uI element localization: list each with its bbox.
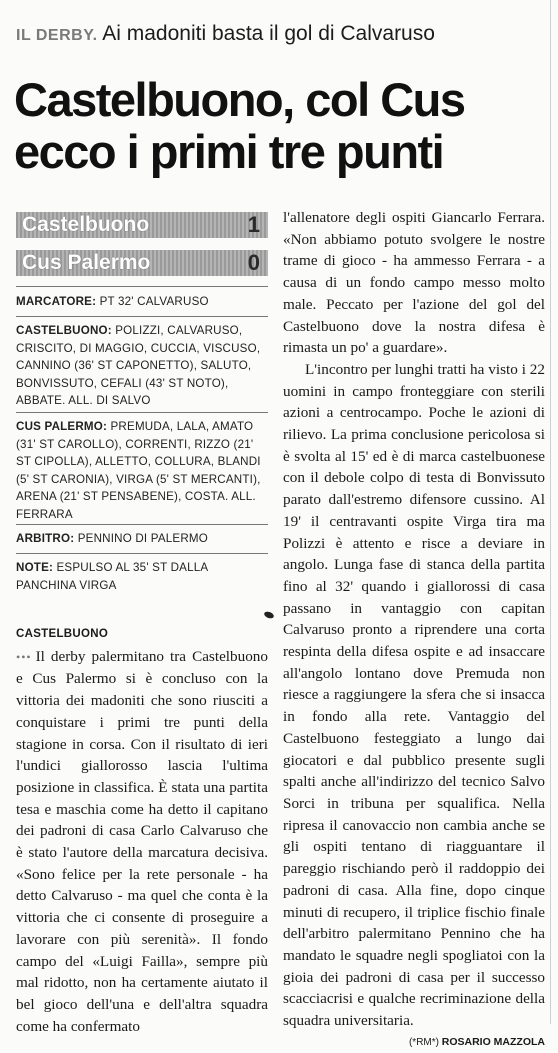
cus-lineup	[16, 418, 268, 524]
article-paragraph-2: L'incontro per lunghi tratti ha visto i 22 uomini in campo fronteggiare con sterili azioni a centrocampo. Poche le azioni di rilievo. La prima conclusione pericolosa si è svolta al 15' ed è di marca castelbuonese con il debole colpo di testa di Bonvissuto parato dall'estremo difensore cussino. Al 19' il centravanti ospite Virga tira ma Polizzi è attento e risce a deviare in angolo. Lunga fase di stanca della partita fino al 32' quando i giallorossi di casa passano in vantaggio con capitan Calvaruso pronto a riprendere una corta respinta della difesa ospite e ad insaccare all'angolo lontano dove Premuda non riesce a raggiungere la sfera che si insacca in fondo alla rete. Vantaggio del Castelbuono festeggiato a lungo dai giocatori e dal pubblico presente sugli spalti anche all'indirizzo del tecnico Salvo Sorci in tribuna per squalifica. Nella ripresa il canovaccio non cambia anche se gli ospiti tentano di riagguantare il pareggio rischiando però il raddoppio dei padroni di casa. Alla fine, dopo cinque minuti di recupero, il triplice fischio finale dell'arbitro palermitano Pennino che ha mandato le squadre negli spogliatoi con la gioia dei padroni di casa per il successo scacciacrisi e qualche recriminazione della squadra universitaria.	[283, 360, 545, 1030]
paragraph-1-continued: l'allenatore degli ospiti Giancarlo Ferrara. «Non abbiamo potuto svolgere le nostre trame di gioco - ha ammesso Ferrara - a causa di un fondo campo messo molto male. Peccato per l'azione del gol del Castelbuono dove la nostra difesa è rimasta un po' a guardare».	[283, 209, 545, 357]
away-goals: 0	[247, 250, 260, 275]
headline	[14, 74, 544, 178]
article-column-1	[16, 624, 268, 1037]
home-goals: 1	[247, 212, 260, 237]
article-dateline: CASTELBUONO	[16, 628, 109, 640]
ink-spot	[263, 610, 274, 619]
kicker-tag: IL DERBY.	[16, 27, 98, 44]
marcatore-text: PT 32' CALVARUSO	[99, 295, 209, 308]
headline-line-2: ecco i primi tre punti	[14, 125, 444, 178]
castelbuono-text: POLIZZI, CALVARUSO, CRISCITO, DI MAGGIO, CUCCIA, VISCUSO, CANNINO (36' ST CAPONETTO), SALUTO, BONVISSUTO, CEFALI (43' ST NOTO), ABBATE. ALL. DI SALVO	[16, 324, 261, 408]
note-block	[16, 559, 268, 594]
marcatore-label: MARCATORE:	[16, 295, 97, 308]
divider	[16, 524, 268, 525]
signature-name: ROSARIO MAZZOLA	[441, 1035, 545, 1048]
article-paragraph-1a	[16, 646, 268, 1038]
score-row-away	[16, 250, 268, 276]
bullet-dots: •••	[16, 649, 32, 664]
arbitro-block	[16, 530, 268, 548]
marcatore-block	[16, 293, 268, 311]
divider	[16, 286, 268, 287]
note-label: NOTE:	[16, 561, 54, 574]
castelbuono-lineup	[16, 322, 268, 410]
headline-line-1: Castelbuono, col Cus	[14, 73, 465, 126]
cus-label: CUS PALERMO:	[16, 420, 108, 433]
column-edge-line	[550, 0, 551, 1024]
signature-prefix: (*RM*)	[408, 1036, 439, 1048]
kicker-text: Ai madoniti basta il gol di Calvaruso	[102, 22, 435, 45]
article-column-2	[283, 207, 545, 1053]
castelbuono-label: CASTELBUONO:	[16, 324, 112, 337]
arbitro-text: PENNINO DI PALERMO	[77, 532, 208, 545]
arbitro-label: ARBITRO:	[16, 532, 75, 545]
paragraph-1-start: Il derby palermitano tra Castelbuono e Cus Palermo si è concluso con la vittoria dei madoniti che sono riusciti a conquistare i primi tre punti della stagione in corsa. Con il risultato di ieri l'undici giallorosso lascia l'ultima posizione in classifica. È stata una partita tesa e maschia come ha detto il capitano dei padroni di casa Carlo Calvaruso che è stato l'autore della marcatura decisiva. «Sono felice per la rete personale - ha detto Calvaruso - ma quel che conta è la vittoria che ci consente di proseguire a lavorare con più serenità». Il fondo campo del «Luigi Failla», sempre più mal ridotto, non ha certamente aiutato il bel gioco dell'una e dell'altra squadra come ha confermato	[16, 647, 268, 1035]
note-text: ESPULSO AL 35' ST DALLA PANCHINA VIRGA	[16, 561, 208, 592]
away-team: Cus Palermo	[22, 251, 151, 274]
score-row-home	[16, 212, 268, 238]
divider	[16, 316, 268, 317]
divider	[16, 412, 268, 413]
cus-text: PREMUDA, LALA, AMATO (31' ST CAROLLO), CORRENTI, RIZZO (21' ST CIPOLLA), ALLETTO, COLLURA, BLANDI (5' ST CARONIA), VIRGA (5' ST MERCANTI), ARENA (21' ST PENSABENE), COSTA. ALL. FERRARA	[16, 420, 261, 521]
article-signature	[283, 1032, 545, 1053]
kicker	[16, 22, 546, 46]
divider	[16, 553, 268, 554]
home-team: Castelbuono	[22, 213, 150, 236]
